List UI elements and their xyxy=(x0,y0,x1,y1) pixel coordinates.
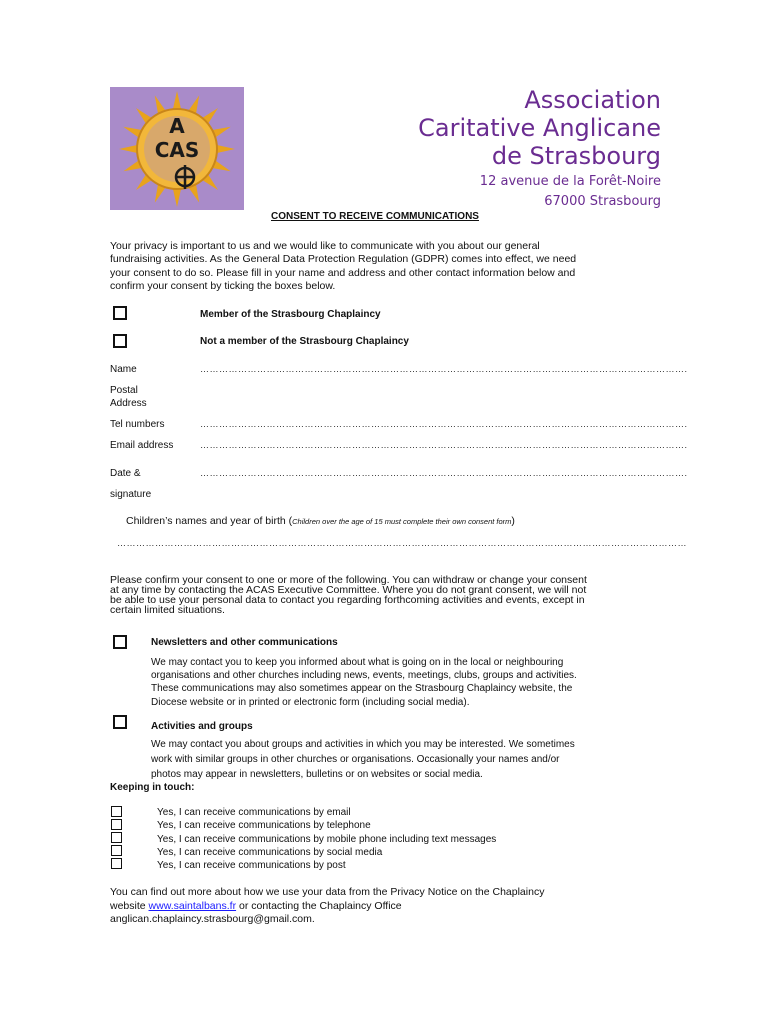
consent-line: certain limited situations. xyxy=(110,604,225,616)
activities-checkbox[interactable] xyxy=(113,715,127,729)
address-line1: 12 avenue de la Forêt-Noire xyxy=(479,174,661,189)
consent-line: be able to use your personal data to contact you regarding forthcoming activities and events, except in xyxy=(110,594,585,606)
page-title: CONSENT TO RECEIVE COMMUNICATIONS xyxy=(271,211,479,222)
org-name-line2: Caritative Anglicane xyxy=(418,114,661,142)
social-media-consent-checkbox[interactable] xyxy=(111,845,122,856)
mobile-consent-label: Yes, I can receive communications by mobile phone including text messages xyxy=(157,834,497,845)
intro-line: your consent to do so. Please fill in your name and address and other contact information below and xyxy=(110,266,576,279)
not-member-label: Not a member of the Strasbourg Chaplaincy xyxy=(200,336,409,347)
keeping-heading: Keeping in touch: xyxy=(110,782,195,793)
footer-line2-prefix: website xyxy=(110,899,149,912)
newsletters-line: We may contact you to keep you informed about what is going on in the local or neighbouring xyxy=(151,657,564,668)
mobile-consent-checkbox[interactable] xyxy=(111,832,122,843)
date-signature-field[interactable]: ………………………………………………………………………………………………………………………………………. xyxy=(200,468,688,478)
activities-line: photos may appear in newsletters, bulletins or on websites or social media. xyxy=(151,769,483,780)
org-name xyxy=(418,86,661,170)
logo-graphic xyxy=(110,87,244,210)
newsletters-heading: Newsletters and other communications xyxy=(151,637,338,648)
children-prefix: Children’s names and year of birth ( xyxy=(126,515,293,527)
org-address xyxy=(480,172,661,212)
post-consent-label: Yes, I can receive communications by post xyxy=(157,860,346,871)
children-suffix: ) xyxy=(511,515,515,527)
name-label: Name xyxy=(110,364,137,375)
tel-label: Tel numbers xyxy=(110,419,165,430)
telephone-consent-label: Yes, I can receive communications by telephone xyxy=(157,820,371,831)
activities-line: work with similar groups in other churches or organisations. Occasionally your names and/or xyxy=(151,754,560,765)
org-name-line1: Association xyxy=(524,86,661,114)
date-label: Date & xyxy=(110,468,141,479)
address-line2: 67000 Strasbourg xyxy=(544,194,661,209)
children-note: Children over the age of 15 must complete their own consent form xyxy=(292,517,512,526)
tel-field[interactable]: ………………………………………………………………………………………………………………………………………. xyxy=(200,419,688,429)
children-field[interactable]: ……………………………………………………………………………………………………………………………………………………………… xyxy=(117,538,687,548)
activities-line: We may contact you about groups and activities in which you may be interested. We sometimes xyxy=(151,739,575,750)
email-label: Email address xyxy=(110,440,174,451)
member-label: Member of the Strasbourg Chaplaincy xyxy=(200,309,381,320)
email-field[interactable]: ………………………………………………………………………………………………………………………………………. xyxy=(200,440,688,450)
footer-text xyxy=(110,886,544,927)
telephone-consent-checkbox[interactable] xyxy=(111,819,122,830)
activities-text xyxy=(151,737,575,782)
logo-letter-a: A CAS xyxy=(154,114,200,162)
acas-logo xyxy=(110,87,244,210)
consent-line: Please confirm your consent to one or more of the following. You can withdraw or change your consent xyxy=(110,574,587,586)
chaplaincy-email: anglican.chaplaincy.strasbourg@gmail.com. xyxy=(110,913,315,925)
name-field[interactable]: ………………………………………………………………………………………………………………………………………. xyxy=(200,364,688,374)
newsletters-line: organisations and other churches including news, events, meetings, clubs, groups and activities. xyxy=(151,670,577,682)
member-checkbox[interactable] xyxy=(113,306,127,320)
newsletters-line: Diocese website or in printed or electronic form (including social media). xyxy=(151,696,470,708)
intro-line: confirm your consent by ticking the boxes below. xyxy=(110,279,336,292)
post-consent-checkbox[interactable] xyxy=(111,858,122,869)
newsletters-checkbox[interactable] xyxy=(113,635,127,649)
intro-line: Your privacy is important to us and we would like to communicate with you about our general xyxy=(110,240,540,252)
signature-label: signature xyxy=(110,489,152,500)
address-label: Address xyxy=(110,398,147,409)
activities-heading: Activities and groups xyxy=(151,721,253,732)
newsletters-line: These communications may also sometimes appear on the Strasbourg Chaplaincy website, the xyxy=(151,683,573,695)
footer-line2-suffix: or contacting the Chaplaincy Office xyxy=(236,899,402,912)
footer-line1: You can find out more about how we use your data from the Privacy Notice on the Chaplaincy xyxy=(110,886,545,898)
org-name-line3: de Strasbourg xyxy=(491,142,661,170)
consent-line: at any time by contacting the ACAS Executive Committee. Where you do not grant consent, we will not xyxy=(110,584,587,596)
children-label xyxy=(126,515,515,527)
not-member-checkbox[interactable] xyxy=(113,334,127,348)
footer-line2 xyxy=(110,900,544,914)
intro-paragraph xyxy=(110,240,576,293)
social-media-consent-label: Yes, I can receive communications by social media xyxy=(157,847,383,858)
email-consent-label: Yes, I can receive communications by email xyxy=(157,807,351,818)
consent-intro xyxy=(110,575,587,615)
postal-label: Postal xyxy=(110,385,138,396)
intro-line: fundraising activities. As the General Data Protection Regulation (GDPR) comes into effect, we need xyxy=(110,253,577,266)
newsletters-text xyxy=(151,656,577,709)
email-consent-checkbox[interactable] xyxy=(111,806,122,817)
website-link[interactable]: www.saintalbans.fr xyxy=(148,899,237,912)
